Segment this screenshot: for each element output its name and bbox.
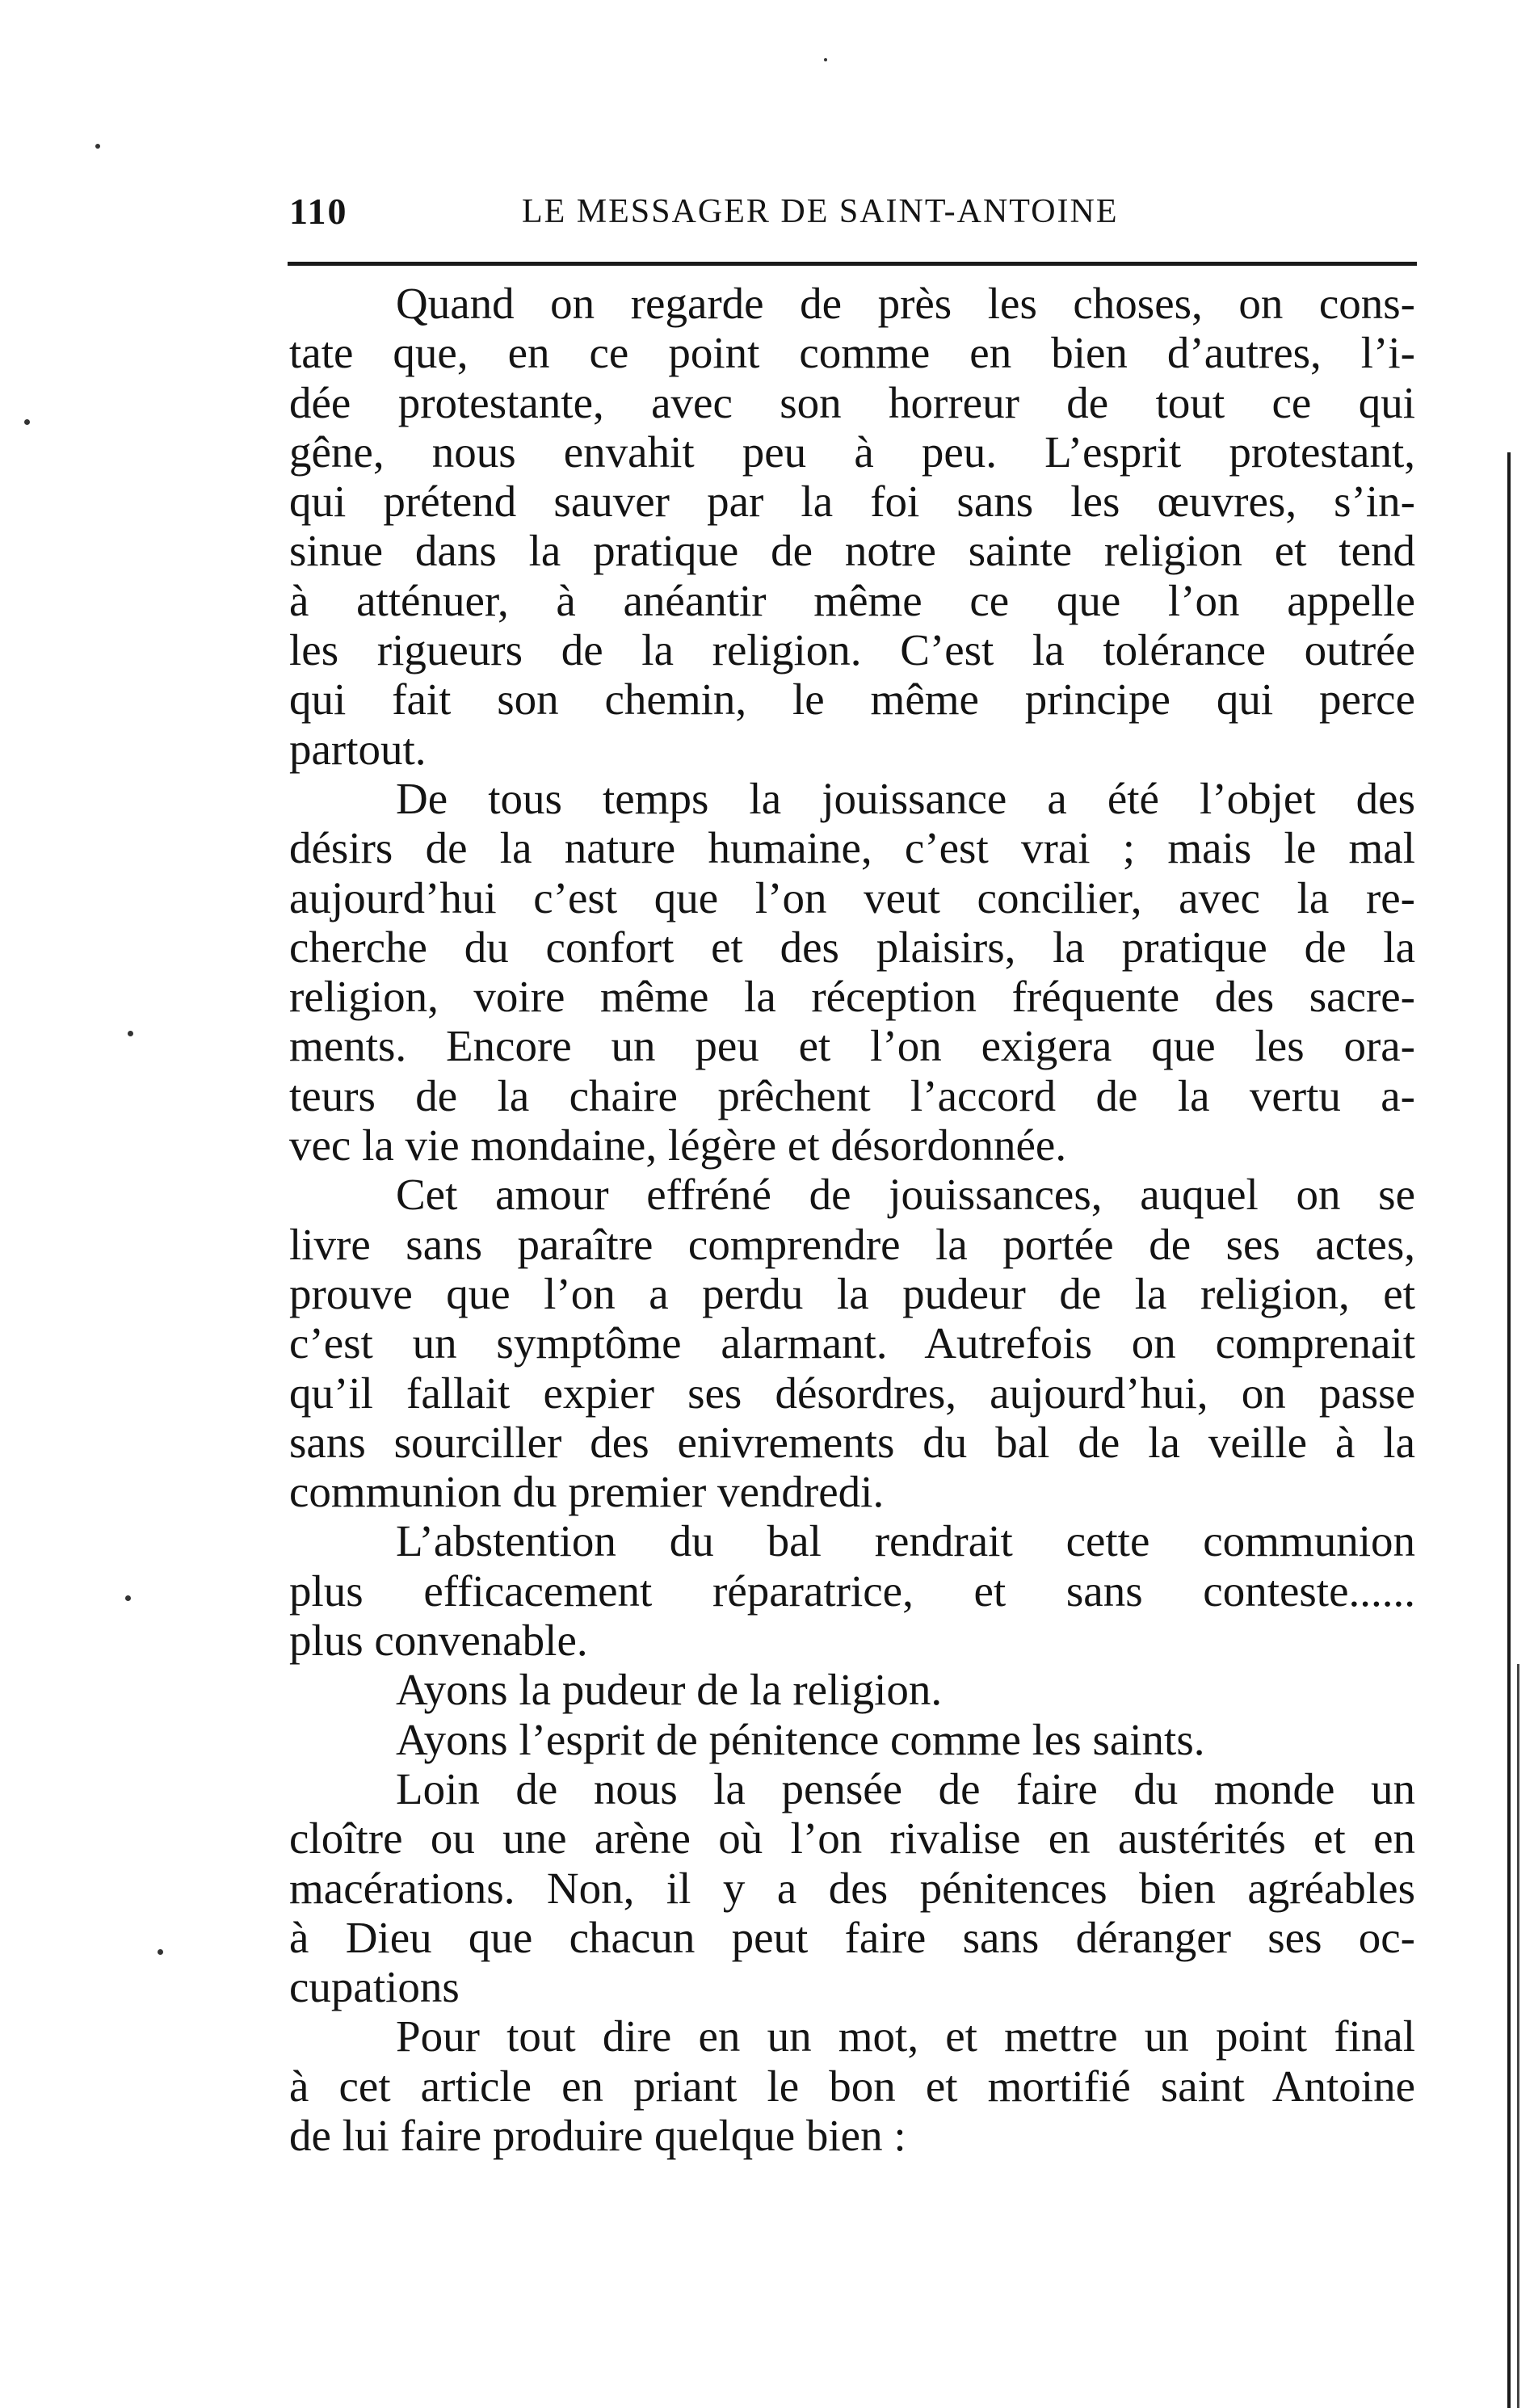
- text-line: L’abstention du bal rendrait cette communion: [396, 1516, 1415, 1566]
- margin-speck: [158, 1949, 163, 1955]
- text-line: macérations. Non, il y a des pénitences bien agréables: [289, 1863, 1415, 1913]
- page-binding-edge: [1507, 452, 1511, 2408]
- text-line: livre sans paraître comprendre la portée de ses actes,: [289, 1219, 1415, 1269]
- page-number: 110: [289, 191, 348, 232]
- text-line: qui prétend sauver par la foi sans les œuvres, s’in-: [289, 477, 1415, 527]
- text-line: à cet article en priant le bon et mortifié saint Antoine: [289, 2061, 1415, 2111]
- text-line: cherche du confort et des plaisirs, la pratique de la: [289, 922, 1415, 972]
- margin-speck: [128, 1031, 133, 1036]
- text-line: qu’il fallait expier ses désordres, aujourd’hui, on passe: [289, 1368, 1415, 1418]
- text-line: vec la vie mondaine, légère et désordonnée.: [289, 1120, 1067, 1170]
- margin-speck: [125, 1595, 131, 1601]
- margin-speck: [824, 58, 827, 61]
- text-line: dée protestante, avec son horreur de tout ce qui: [289, 377, 1415, 427]
- text-line: à atténuer, à anéantir même ce que l’on appelle: [289, 575, 1415, 625]
- text-line: cloître ou une arène où l’on rivalise en austérités et en: [289, 1813, 1415, 1864]
- text-line: Ayons la pudeur de la religion.: [396, 1665, 943, 1715]
- text-line: communion du premier vendredi.: [289, 1467, 885, 1517]
- text-line: De tous temps la jouissance a été l’objet des: [396, 773, 1415, 823]
- body-text: [289, 279, 1415, 2160]
- text-line: religion, voire même la réception fréquente des sacre-: [289, 972, 1415, 1022]
- text-line: aujourd’hui c’est que l’on veut concilier, avec la re-: [289, 872, 1415, 922]
- journal-title: LE MESSAGER DE SAINT-ANTOINE: [522, 193, 1119, 230]
- text-line: de lui faire produire quelque bien :: [289, 2110, 906, 2160]
- text-line: à Dieu que chacun peut faire sans déranger ses oc-: [289, 1912, 1415, 1962]
- text-line: plus convenable.: [289, 1616, 588, 1666]
- text-line: plus efficacement réparatrice, et sans conteste......: [289, 1565, 1415, 1616]
- text-line: partout.: [289, 724, 427, 774]
- text-line: les rigueurs de la religion. C’est la tolérance outrée: [289, 625, 1415, 675]
- margin-speck: [24, 419, 30, 425]
- text-line: prouve que l’on a perdu la pudeur de la religion, et: [289, 1268, 1415, 1318]
- text-line: qui fait son chemin, le même principe qui perce: [289, 674, 1415, 725]
- margin-speck: [95, 144, 100, 149]
- text-line: teurs de la chaire prêchent l’accord de la vertu a-: [289, 1070, 1415, 1120]
- text-line: sinue dans la pratique de notre sainte religion et tend: [289, 526, 1415, 576]
- text-line: désirs de la nature humaine, c’est vrai ; mais le mal: [289, 823, 1415, 873]
- text-line: Quand on regarde de près les choses, on cons-: [396, 279, 1415, 328]
- header-rule: [288, 262, 1417, 266]
- text-line: sans sourciller des enivrements du bal de la veille à la: [289, 1417, 1415, 1467]
- text-line: c’est un symptôme alarmant. Autrefois on comprenait: [289, 1318, 1415, 1368]
- page-binding-shadow: [1517, 1664, 1519, 2408]
- running-head: [289, 179, 1415, 244]
- text-line: ments. Encore un peu et l’on exigera que les ora-: [289, 1021, 1415, 1071]
- text-line: cupations: [289, 1962, 460, 2012]
- text-line: tate que, en ce point comme en bien d’autres, l’i-: [289, 328, 1415, 378]
- text-line: gêne, nous envahit peu à peu. L’esprit protestant,: [289, 427, 1415, 477]
- text-line: Cet amour effréné de jouissances, auquel on se: [396, 1170, 1415, 1220]
- text-line: Pour tout dire en un mot, et mettre un point final: [396, 2011, 1415, 2061]
- text-line: Ayons l’esprit de pénitence comme les saints.: [396, 1714, 1205, 1764]
- text-line: Loin de nous la pensée de faire du monde un: [396, 1763, 1415, 1813]
